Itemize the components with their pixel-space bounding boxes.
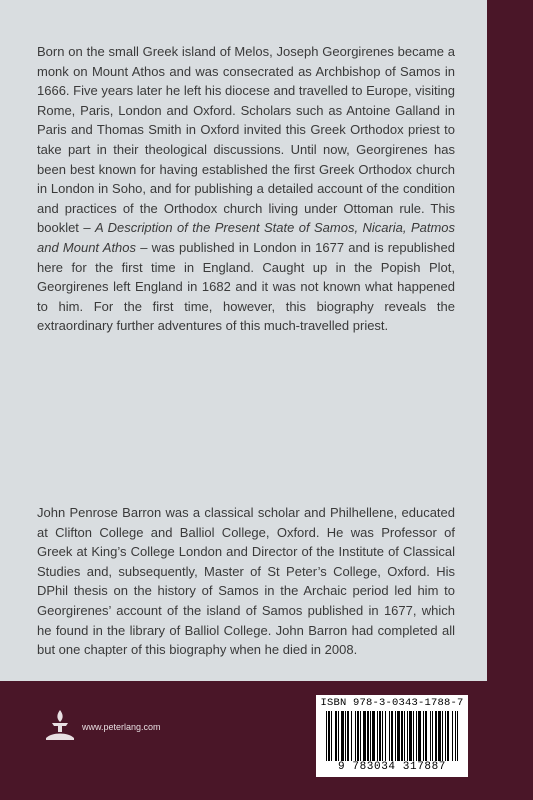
barcode-bar [442,711,443,761]
barcode-bar [338,711,339,761]
barcode-bar [401,711,403,761]
barcode-bar [404,711,405,761]
isbn-label: ISBN 978-3-0343-1788-7 [320,697,464,709]
barcode-bar [452,711,453,761]
ean-digits: 9 783034 317887 [337,761,447,773]
barcode-bar [416,711,417,761]
barcode-bar [397,711,400,761]
barcode-bar [379,711,381,761]
barcode-bar [335,711,337,761]
barcode-bar [409,711,412,761]
barcode-bar [355,711,356,761]
barcode-bar [367,711,369,761]
barcode-bar [385,711,386,761]
barcode-bars [324,711,460,763]
barcode-bar [445,711,446,761]
blurb-text-before: Born on the small Greek island of Melos, Joseph Georgirenes became a monk on Mount Athos and was consecrated as Archbishop of Samos in 1666. Five years later he left his diocese and travelled to Europe, visiting Rome, Paris, London and Oxford. Scholars such as Antoine Galland in Paris and Thomas Smith in Oxford invited this Greek Orthodox priest to take part in their theological discussions. Until now, Georgirenes has been best known for having established the first Greek Orthodox church in London in Soho, and for publishing a detailed account of the condition and practices of the Orthodox church living under Ottoman rule. This booklet – [37,44,455,236]
barcode-bar [347,711,349,761]
barcode-bar [372,711,375,761]
barcode-bar [363,711,366,761]
barcode-bar [425,711,427,761]
barcode-bar [432,711,433,761]
barcode-bar [370,711,371,761]
peter-lang-emblem-icon [40,708,80,744]
barcode-bar [438,711,441,761]
barcode-bar [418,711,421,761]
barcode-bar [377,711,378,761]
blurb-booklet-title: A Description of the Present State of Samos, Nicaria, Patmos and Mount Athos [37,220,456,255]
barcode-bar [360,711,361,761]
book-blurb [37,42,455,336]
barcode-bar [455,711,456,761]
barcode-bar [331,711,332,761]
isbn-barcode [316,695,468,777]
barcode-bar [447,711,449,761]
barcode-bar [341,711,344,761]
barcode-bar [391,711,393,761]
barcode-bar [351,711,352,761]
barcode-bar [435,711,437,761]
barcode-bar [457,711,458,761]
barcode-bar [395,711,396,761]
barcode-bar [382,711,383,761]
barcode-bar [423,711,424,761]
barcode-bar [345,711,346,761]
barcode-bar [326,711,327,761]
blurb-text-after: – was published in London in 1677 and is republished here for the first time in England. Caught up in the Popish Plot, Georgirenes left England in 1682 and it was not known what happened to him. For the first time, however, this biography reveals the extraordinary further adventures of this much-travelled priest. [37,239,455,334]
barcode-bar [430,711,431,761]
publisher-url: www.peterlang.com [82,722,161,732]
barcode-bar [407,711,408,761]
barcode-bar [413,711,414,761]
barcode-bar [328,711,330,761]
barcode-bar [357,711,359,761]
barcode-bar [389,711,390,761]
author-bio: John Penrose Barron was a classical scholar and Philhellene, educated at Clifton College and Balliol College, Oxford. He was Professor of Greek at King’s College London and Director of the Institute of Classical Studies and, subsequently, Master of St Peter’s College, Oxford. His DPhil thesis on the history of Samos in the Archaic period led him to Georgirenes’ account of the island of Samos published in 1677, which he found in the library of Balliol College. John Barron had completed all but one chapter of this biography when he died in 2008. [37,505,455,658]
